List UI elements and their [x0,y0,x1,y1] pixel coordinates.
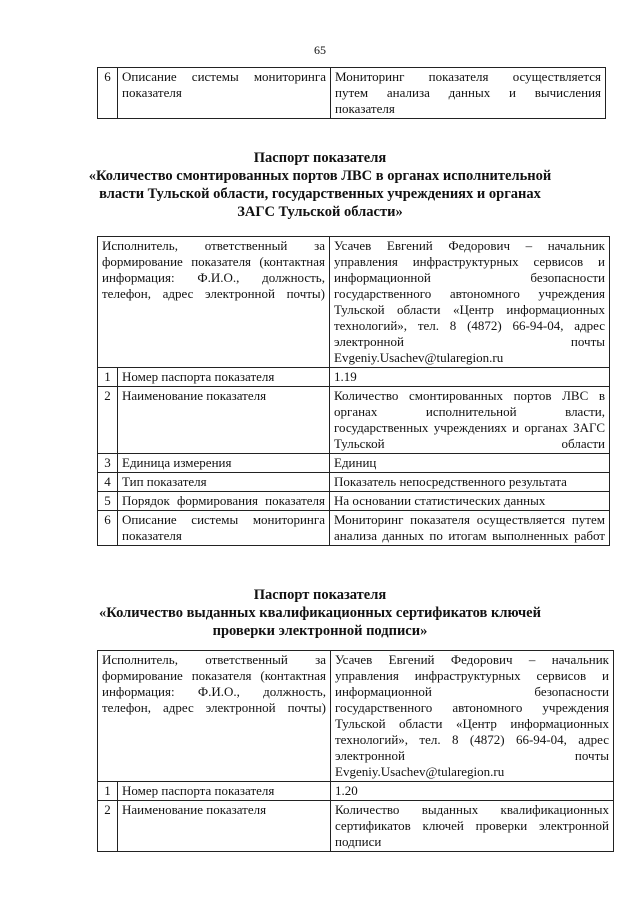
row-label: Наименование показателя [118,387,330,454]
row-value: Единиц [330,454,610,473]
passport2-subtitle-line: «Количество выданных квалификационных сертификатов ключей [99,605,541,621]
row-number: 5 [98,492,118,511]
row-value: Количество выданных квалификационных сертификатов ключей проверки электронной подписи [331,801,614,852]
passport1-subtitle-line: ЗАГС Тульской области» [237,204,403,220]
row-value: 1.20 [331,782,614,801]
row-value: 1.19 [330,368,610,387]
row-number: 1 [98,782,118,801]
row-value: Показатель непосредственного результата [330,473,610,492]
passport1-subtitle-line: власти Тульской области, государственных учреждениях и органах [99,186,541,202]
row-label: Номер паспорта показателя [118,782,331,801]
passport1-table [97,236,610,546]
row-number: 4 [98,473,118,492]
row-label: Порядок формирования показателя [118,492,330,511]
table-row [98,387,610,454]
row-value: На основании статистических данных [330,492,610,511]
executor-label: Исполнитель, ответственный за формирование показателя (контактная информация: Ф.И.О., должность, телефон, адрес электронной почты) [98,651,331,782]
row-number: 6 [98,511,118,546]
executor-row [98,651,614,782]
row-label: Номер паспорта показателя [118,368,330,387]
row-number: 3 [98,454,118,473]
passport2-subtitle-line: проверки электронной подписи» [212,623,428,639]
passport1-subtitle-line: «Количество смонтированных портов ЛВС в органах исполнительной [88,168,552,184]
table-row [98,454,610,473]
executor-row [98,237,610,368]
passport1-title: Паспорт показателя [253,150,387,166]
passport1-heading [0,149,640,221]
passport2-title: Паспорт показателя [253,587,387,603]
row-label: Тип показателя [118,473,330,492]
row-label: Описание системы мониторинга показателя [118,511,330,546]
row-value: Мониторинг показателя осуществляется путем анализа данных по итогам выполненных работ [330,511,610,546]
executor-value: Усачев Евгений Федорович – начальник управления инфраструктурных сервисов и информационной безопасности государственного автономного учреждения Тульской области «Центр информационных технологий», тел. 8 (4872) 66-94-04, адрес электронной почты Evgeniy.Usachev@tularegion.ru [331,651,614,782]
row-label: Описание системы мониторинга показателя [118,68,331,119]
row-number: 2 [98,387,118,454]
page-number: 65 [314,43,326,57]
executor-value: Усачев Евгений Федорович – начальник управления инфраструктурных сервисов и информационной безопасности государственного автономного учреждения Тульской области «Центр информационных технологий», тел. 8 (4872) 66-94-04, адрес электронной почты Evgeniy.Usachev@tularegion.ru [330,237,610,368]
row-label: Единица измерения [118,454,330,473]
row-number: 6 [98,68,118,119]
row-label: Наименование показателя [118,801,331,852]
table-row [98,473,610,492]
table-row [98,511,610,546]
table-row [98,368,610,387]
executor-label: Исполнитель, ответственный за формирование показателя (контактная информация: Ф.И.О., должность, телефон, адрес электронной почты) [98,237,330,368]
table-row [98,782,614,801]
row-value: Мониторинг показателя осуществляется путем анализа данных и вычисления показателя [331,68,606,119]
table-row [98,492,610,511]
table-row [98,801,614,852]
row-number: 2 [98,801,118,852]
row-value: Количество смонтированных портов ЛВС в органах исполнительной власти, государственных учреждениях и органах ЗАГС Тульской области [330,387,610,454]
passport2-table [97,650,614,852]
row-number: 1 [98,368,118,387]
top-table [97,67,606,119]
passport2-heading [0,586,640,640]
table-row [98,68,606,119]
